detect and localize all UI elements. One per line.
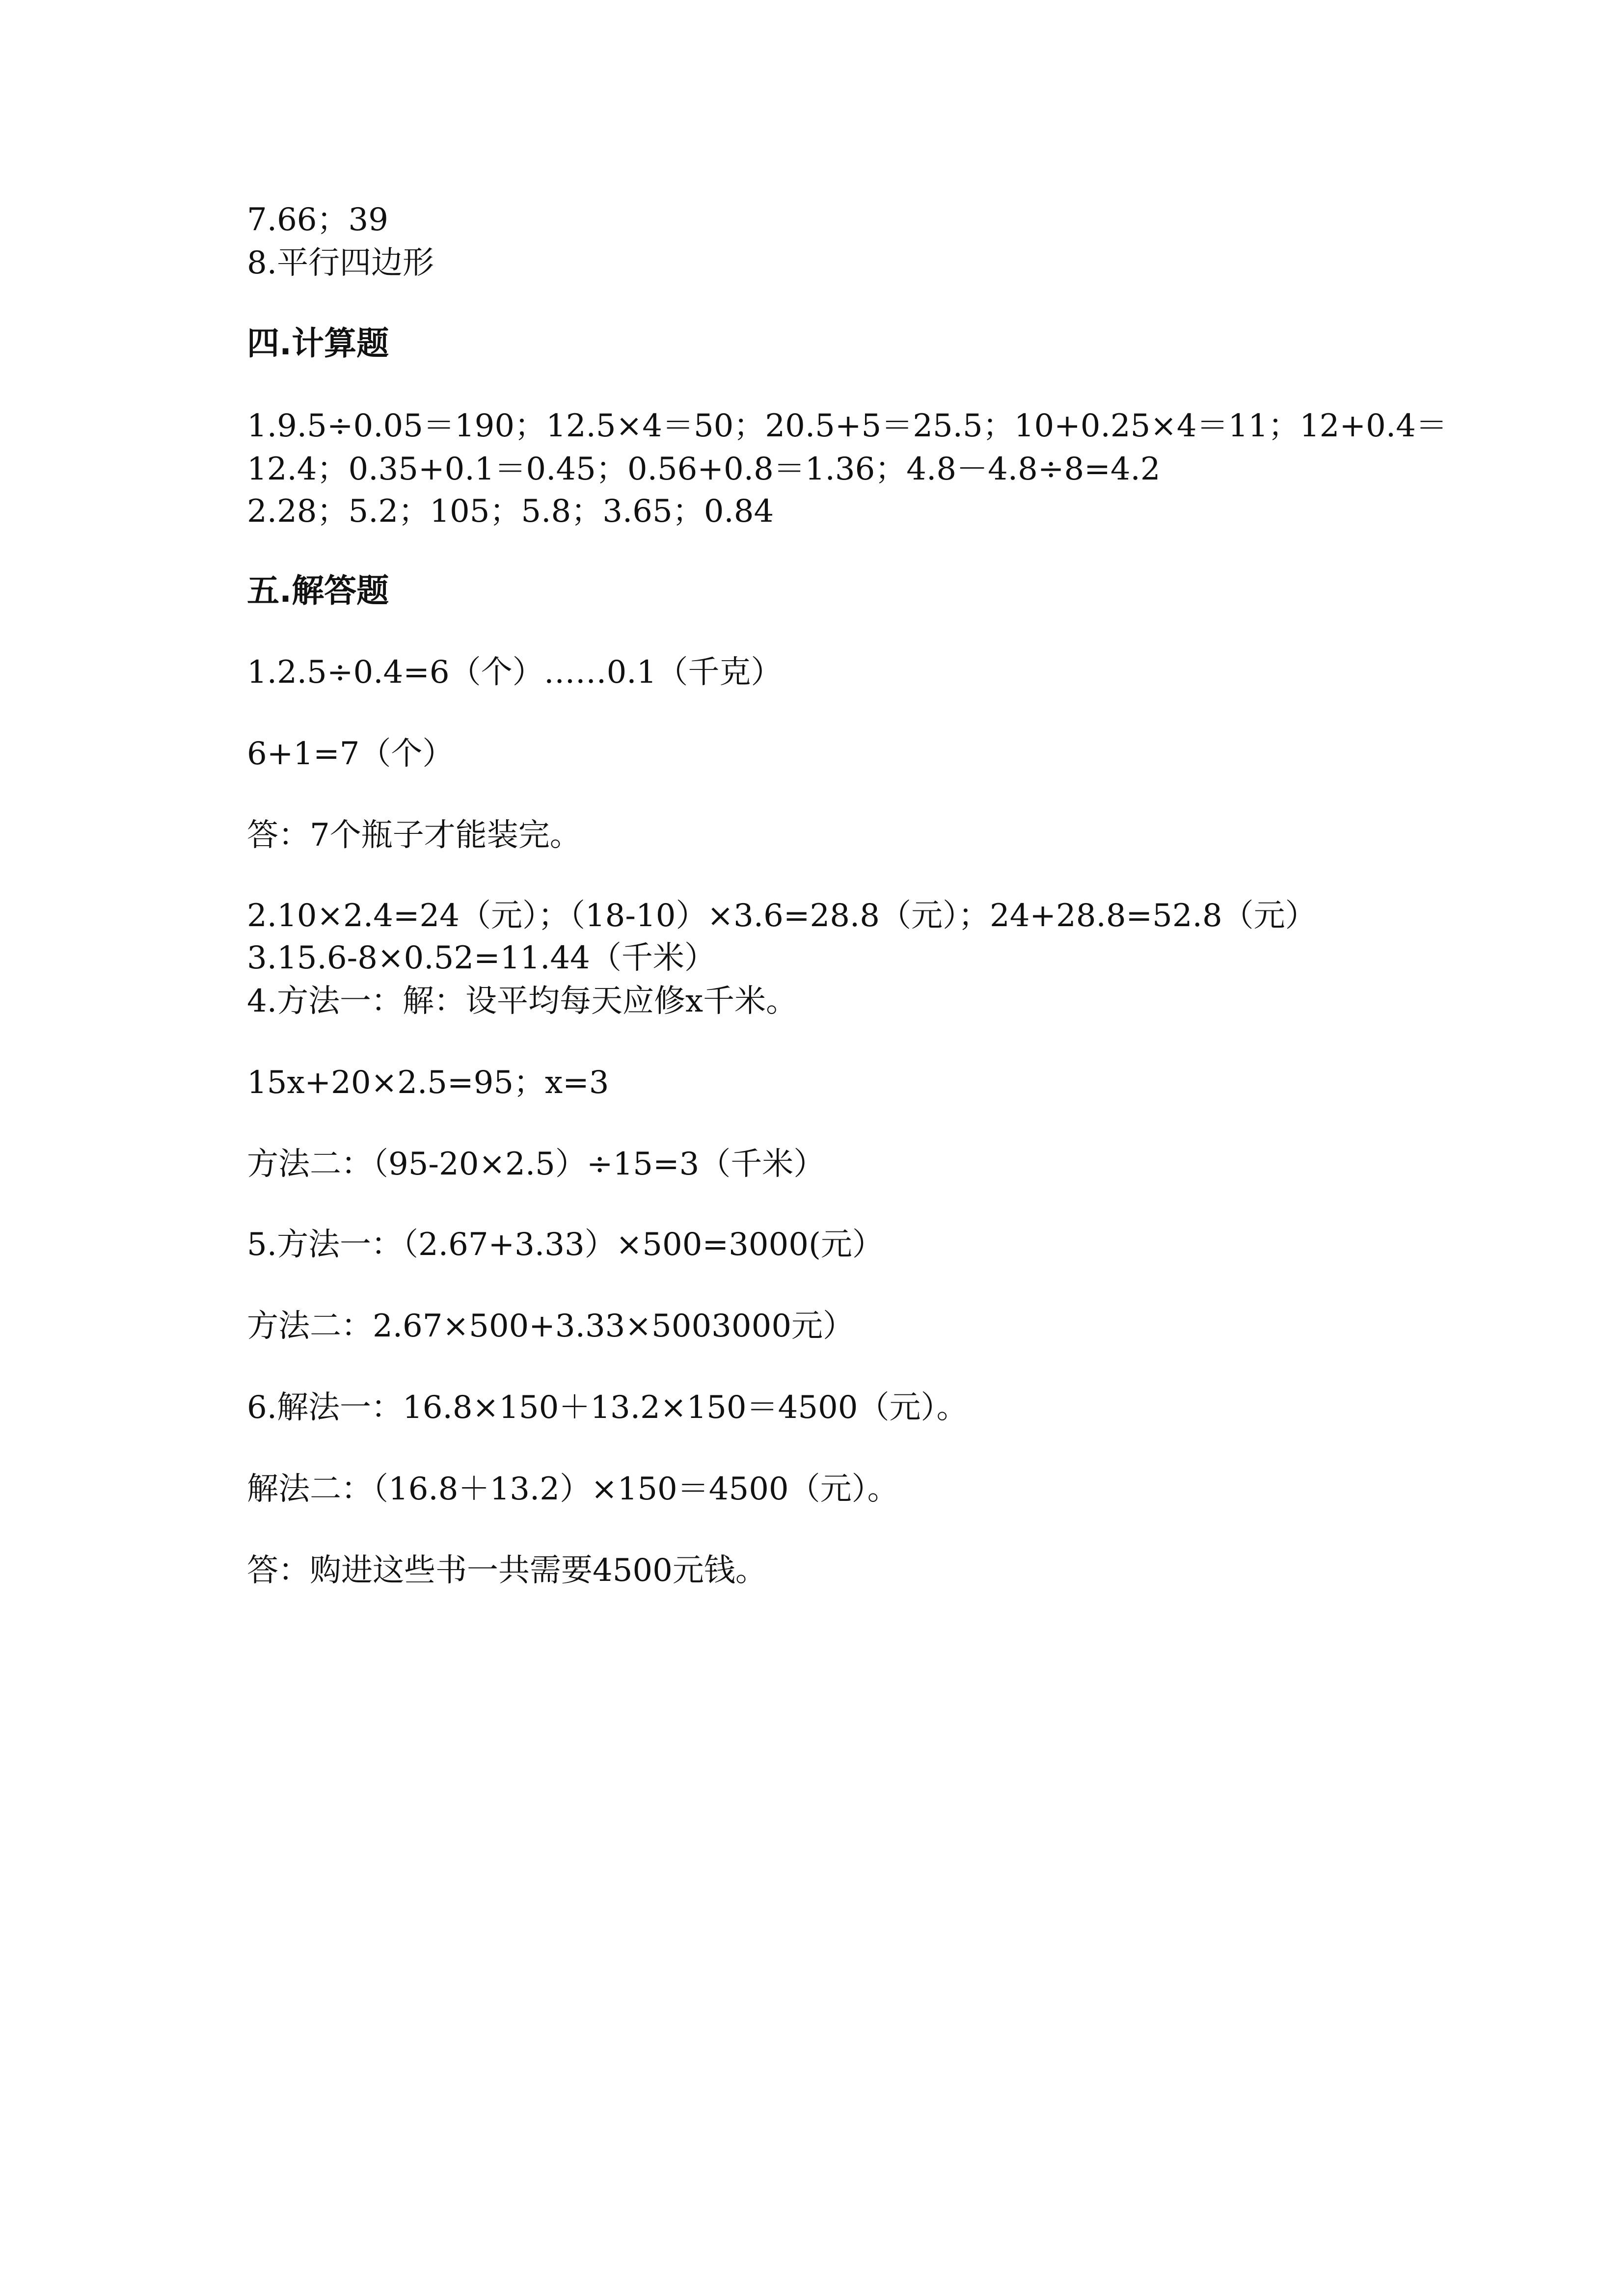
problem-5-line-1: 5.方法一：（2.67+3.33）×500=3000(元）	[247, 1227, 884, 1263]
problem-1-line-2: 6+1=7（个）	[247, 736, 454, 772]
answer-line-8: 8.平行四边形	[247, 245, 434, 281]
problem-1-answer: 答：7个瓶子才能装完。	[247, 817, 581, 854]
calc-answer-2: 2.28；5.2；105；5.8；3.65；0.84	[247, 493, 774, 530]
problem-4-line-2: 15x+20×2.5=95；x=3	[247, 1065, 609, 1101]
calc-answer-1-line-1: 1.9.5÷0.05＝190；12.5×4＝50；20.5+5＝25.5；10+0.25×4＝11；12+0.4＝	[247, 408, 1447, 444]
problem-6-answer: 答：购进这些书一共需要4500元钱。	[247, 1552, 767, 1589]
problem-3: 3.15.6-8×0.52=11.44（千米）	[247, 940, 716, 976]
problem-5-line-2: 方法二：2.67×500+3.33×5003000元）	[247, 1308, 855, 1344]
problem-6-line-2: 解法二：（16.8＋13.2）×150＝4500（元）。	[247, 1471, 899, 1507]
problem-1-line-1: 1.2.5÷0.4=6（个）……0.1（千克）	[247, 654, 783, 691]
problem-6-line-1: 6.解法一：16.8×150＋13.2×150＝4500（元）。	[247, 1389, 968, 1426]
calc-answer-1-line-2: 12.4；0.35+0.1＝0.45；0.56+0.8＝1.36；4.8－4.8÷8=4.2	[247, 451, 1161, 487]
answer-line-7: 7.66；39	[247, 202, 388, 238]
problem-2: 2.10×2.4=24（元）；（18-10）×3.6=28.8（元）；24+28.8=52.8（元）	[247, 898, 1317, 934]
section-heading-calculation: 四.计算题	[247, 324, 389, 362]
section-heading-word-problems: 五.解答题	[247, 572, 389, 610]
problem-4-line-1: 4.方法一：解：设平均每天应修x千米。	[247, 983, 798, 1019]
problem-4-line-3: 方法二：（95-20×2.5）÷15=3（千米）	[247, 1146, 825, 1182]
